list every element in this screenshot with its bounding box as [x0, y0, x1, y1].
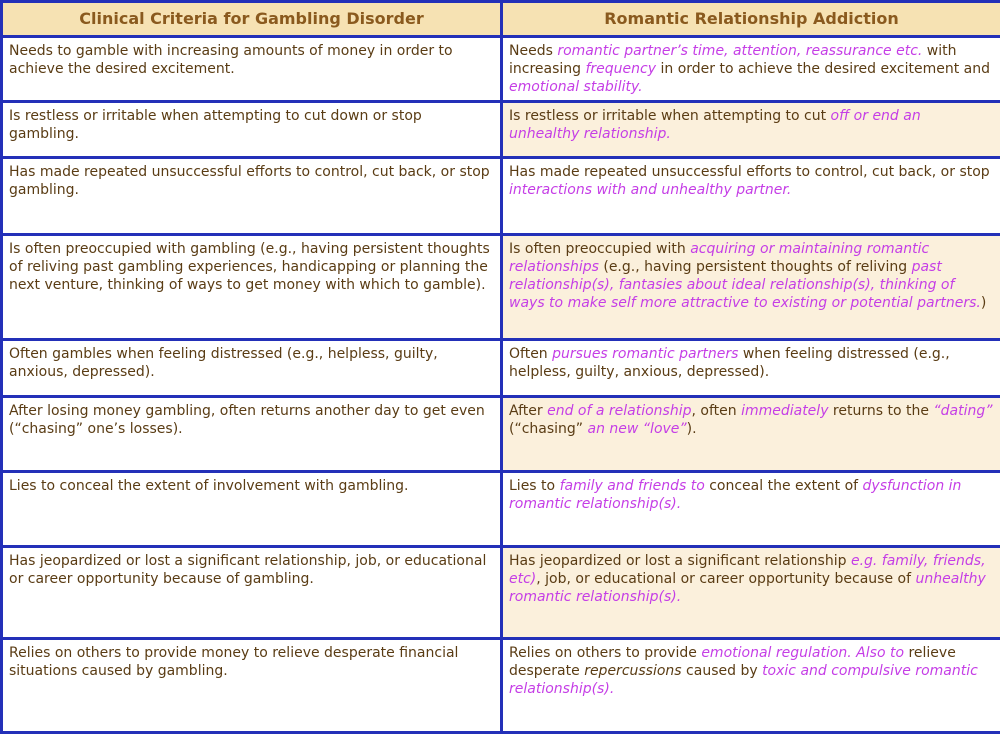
table-row: [2, 37, 1000, 102]
table-row: [2, 547, 1000, 639]
gambling-criterion-cell: Often gambles when feeling distressed (e.g., helpless, guilty, anxious, depressed).: [2, 340, 502, 397]
plain-text: Has made repeated unsuccessful efforts to control, cut back, or stop: [509, 164, 990, 180]
highlighted-text: an new “love”: [588, 421, 687, 437]
highlighted-text: pursues romantic partners: [552, 346, 738, 362]
header-row: [2, 2, 1000, 37]
plain-text: , job, or educational or career opportunity because of: [536, 571, 915, 587]
relationship-criterion-cell: [502, 102, 1000, 158]
plain-text: Often: [509, 346, 552, 362]
highlighted-text: dysfunction in romantic relationship(s).: [509, 478, 961, 512]
highlighted-text: off or end an unhealthy relationship.: [509, 108, 921, 142]
relationship-criterion-cell: [502, 639, 1000, 733]
gambling-criterion-cell: Relies on others to provide money to relieve desperate financial situations caused by gambling.: [2, 639, 502, 733]
highlighted-text: frequency: [586, 61, 657, 77]
plain-text: (“chasing”: [509, 421, 588, 437]
plain-text: Is restless or irritable when attempting to cut: [509, 108, 831, 124]
plain-text: Is often preoccupied with: [509, 241, 690, 257]
header-relationship-addiction: Romantic Relationship Addiction: [502, 2, 1000, 37]
gambling-criterion-cell: Has jeopardized or lost a significant relationship, job, or educational or career opportunity because of gambling.: [2, 547, 502, 639]
relationship-criterion-cell: [502, 472, 1000, 547]
plain-text: relieve desperate: [509, 645, 956, 679]
highlighted-text: acquiring or maintaining romantic relationships: [509, 241, 929, 275]
gambling-criterion-cell: Is often preoccupied with gambling (e.g., having persistent thoughts of reliving past gambling experiences, handicapping or planning the next venture, thinking of ways to get money with which to gamble).: [2, 235, 502, 340]
plain-text: caused by: [682, 663, 762, 679]
gambling-criterion-cell: Needs to gamble with increasing amounts of money in order to achieve the desired excitement.: [2, 37, 502, 102]
plain-text: when feeling distressed (e.g., helpless, guilty, anxious, depressed).: [509, 346, 950, 380]
relationship-criterion-cell: [502, 37, 1000, 102]
plain-text: (e.g., having persistent thoughts of reliving: [599, 259, 912, 275]
highlighted-text: e.g. family, friends, etc): [509, 553, 986, 587]
highlighted-text: toxic and compulsive romantic relationship(s).: [509, 663, 978, 697]
plain-text: in order to achieve the desired excitement and: [656, 61, 990, 77]
highlighted-text: end of a relationship: [547, 403, 691, 419]
table-row: [2, 235, 1000, 340]
relationship-criterion-cell: [502, 340, 1000, 397]
highlighted-text: emotional regulation. Also to: [701, 645, 904, 661]
highlighted-text: immediately: [741, 403, 828, 419]
relationship-criterion-cell: [502, 158, 1000, 235]
gambling-criterion-cell: Has made repeated unsuccessful efforts to control, cut back, or stop gambling.: [2, 158, 502, 235]
plain-text: Needs: [509, 43, 557, 59]
relationship-criterion-cell: [502, 235, 1000, 340]
plain-text: Has jeopardized or lost a significant relationship: [509, 553, 851, 569]
plain-text: Lies to: [509, 478, 560, 494]
plain-text: with increasing: [509, 43, 957, 77]
italic-text: repercussions: [584, 663, 681, 679]
table-row: [2, 158, 1000, 235]
plain-text: ): [981, 295, 986, 311]
plain-text: conceal the extent of: [705, 478, 863, 494]
plain-text: After: [509, 403, 547, 419]
gambling-criterion-cell: Is restless or irritable when attempting to cut down or stop gambling.: [2, 102, 502, 158]
gambling-criterion-cell: Lies to conceal the extent of involvement with gambling.: [2, 472, 502, 547]
table-row: [2, 397, 1000, 472]
highlighted-text: family and friends to: [560, 478, 705, 494]
highlighted-text: past relationship(s), fantasies about ideal relationship(s), thinking of ways to make self more attractive to existing or potential partners.: [509, 259, 981, 311]
relationship-criterion-cell: [502, 397, 1000, 472]
plain-text: , often: [691, 403, 741, 419]
table-row: [2, 102, 1000, 158]
highlighted-text: romantic partner’s time, attention, reassurance etc.: [557, 43, 922, 59]
highlighted-text: “dating”: [933, 403, 992, 419]
highlighted-text: emotional stability.: [509, 79, 643, 95]
table-row: [2, 639, 1000, 733]
header-gambling-disorder: Clinical Criteria for Gambling Disorder: [2, 2, 502, 37]
highlighted-text: interactions with and unhealthy partner.: [509, 182, 791, 198]
plain-text: ).: [687, 421, 697, 437]
gambling-criterion-cell: After losing money gambling, often returns another day to get even (“chasing” one’s losses).: [2, 397, 502, 472]
highlighted-text: unhealthy romantic relationship(s).: [509, 571, 986, 605]
table-row: [2, 472, 1000, 547]
relationship-criterion-cell: [502, 547, 1000, 639]
table-row: [2, 340, 1000, 397]
plain-text: returns to the: [828, 403, 933, 419]
plain-text: Relies on others to provide: [509, 645, 701, 661]
